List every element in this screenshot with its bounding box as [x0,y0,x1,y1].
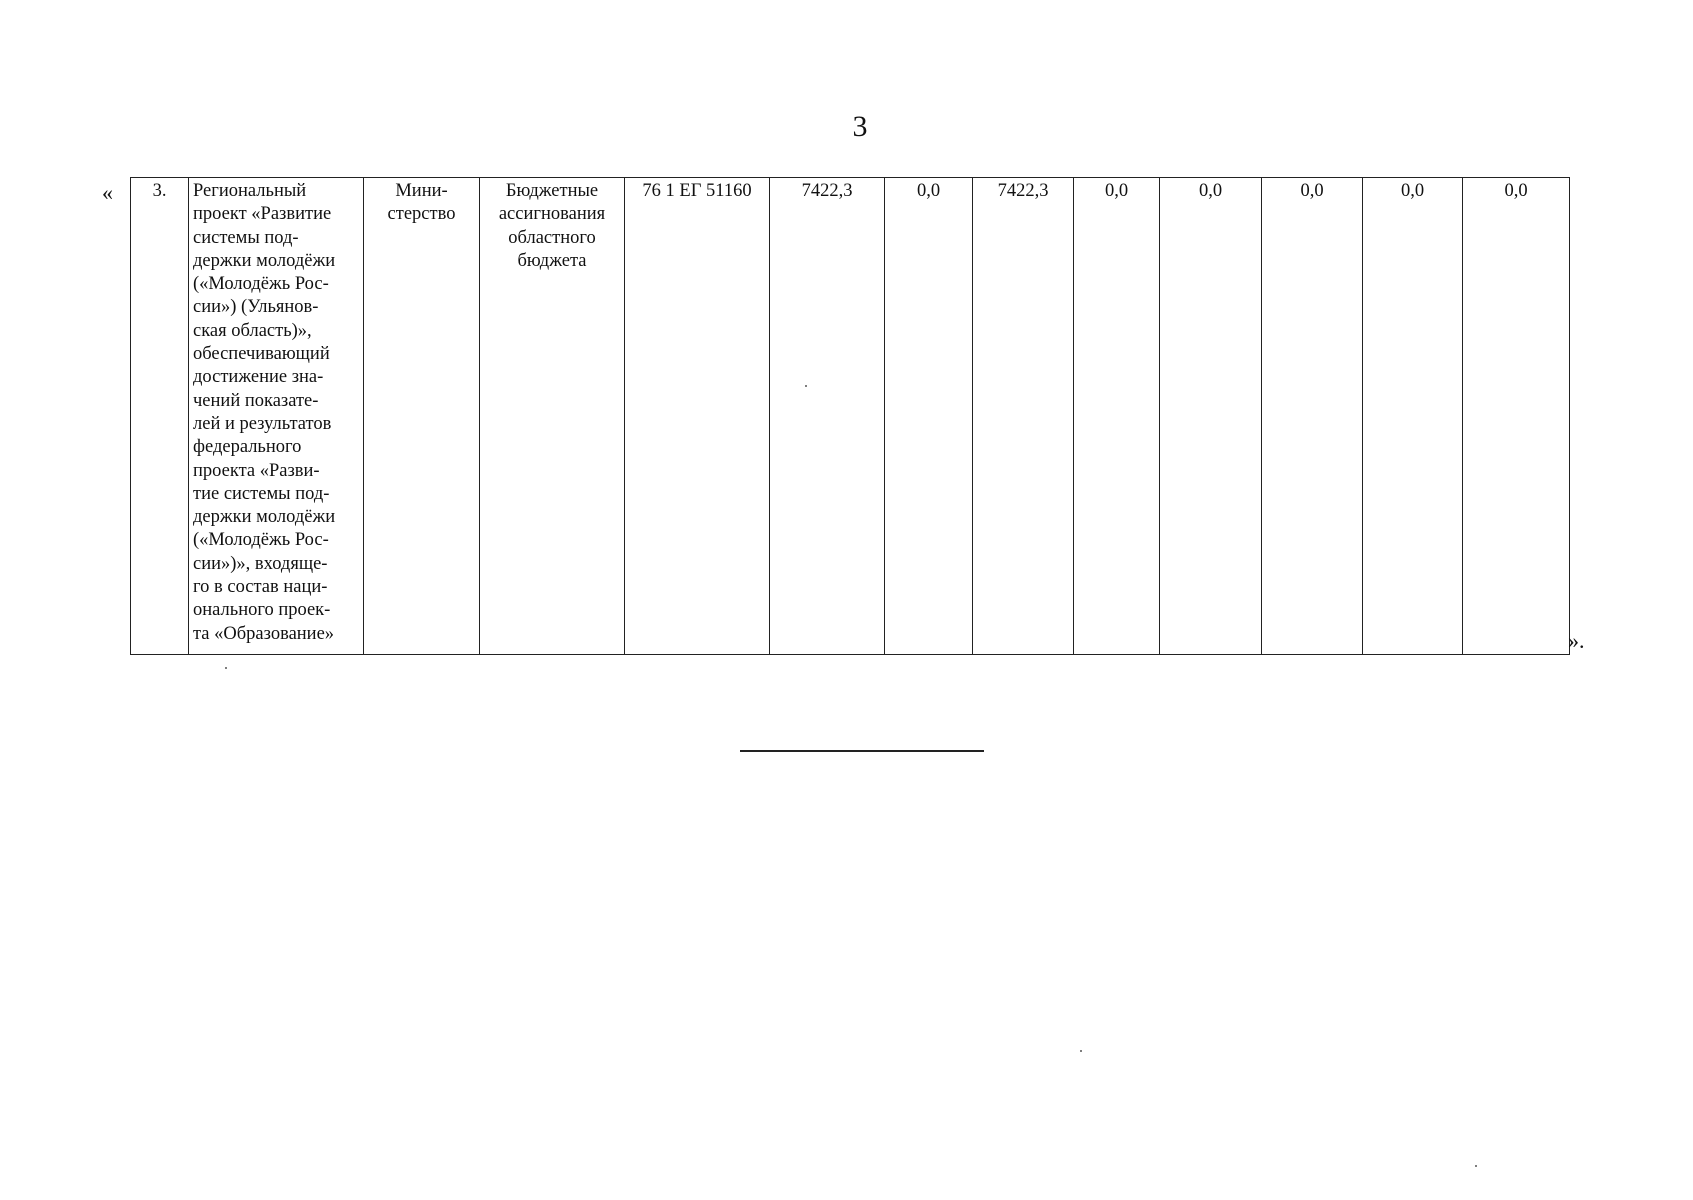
description-line: лей и результатов [193,413,332,434]
value-cell-1: 0,0 [885,178,973,655]
funding-source-cell: Бюджетные ассигнования областного бюджета [480,178,625,655]
description-line: Региональный [193,181,307,201]
responsible-agency-cell: Мини-стерство [364,178,480,655]
value-cell-6: 0,0 [1363,178,1463,655]
opening-quote: « [102,180,113,205]
value-cell-2: 7422,3 [973,178,1074,655]
description-line: системы под- [193,227,299,248]
closing-quote: ». [1568,628,1585,653]
value-cell-7: 0,0 [1463,178,1570,655]
description-line: чений показате- [193,390,319,411]
description-line: держки молодёжи [193,507,336,528]
scan-speck [805,385,807,387]
table-row [131,178,1570,655]
budget-table [130,177,1570,655]
description-line: сии»)», входяще- [193,553,328,574]
scan-speck [1080,1050,1082,1052]
description-line: го в состав наци- [193,577,328,598]
description-line: («Молодёжь Рос- [193,274,329,295]
budget-code-cell: 76 1 ЕГ 51160 [625,178,770,655]
value-cell-3: 0,0 [1074,178,1160,655]
description-line: («Молодёжь Рос- [193,530,329,551]
description-line: онального проек- [193,600,331,621]
project-description-cell [189,178,364,655]
value-cell-4: 0,0 [1160,178,1262,655]
description-text: проект «Развитие [193,204,332,225]
description-line: достижение зна- [193,367,324,388]
description-line: федерального [193,437,302,458]
value-cell-5: 0,0 [1262,178,1363,655]
end-divider-line [740,750,984,752]
scan-speck [225,667,227,669]
description-line: проекта «Разви- [193,460,320,481]
description-line: сии») (Ульянов- [193,297,319,318]
value-cell-total: 7422,3 [770,178,885,655]
description-line: та «Образование» [193,623,335,644]
description-line: тие системы под- [193,483,330,504]
description-line: держки молодёжи [193,250,336,271]
scan-speck [1475,1165,1477,1167]
row-number-cell: 3. [131,178,189,655]
description-line: обеспечивающий [193,344,330,365]
page-number: 3 [852,110,868,143]
description-line [193,203,359,226]
description-line: ская область)», [193,320,312,341]
